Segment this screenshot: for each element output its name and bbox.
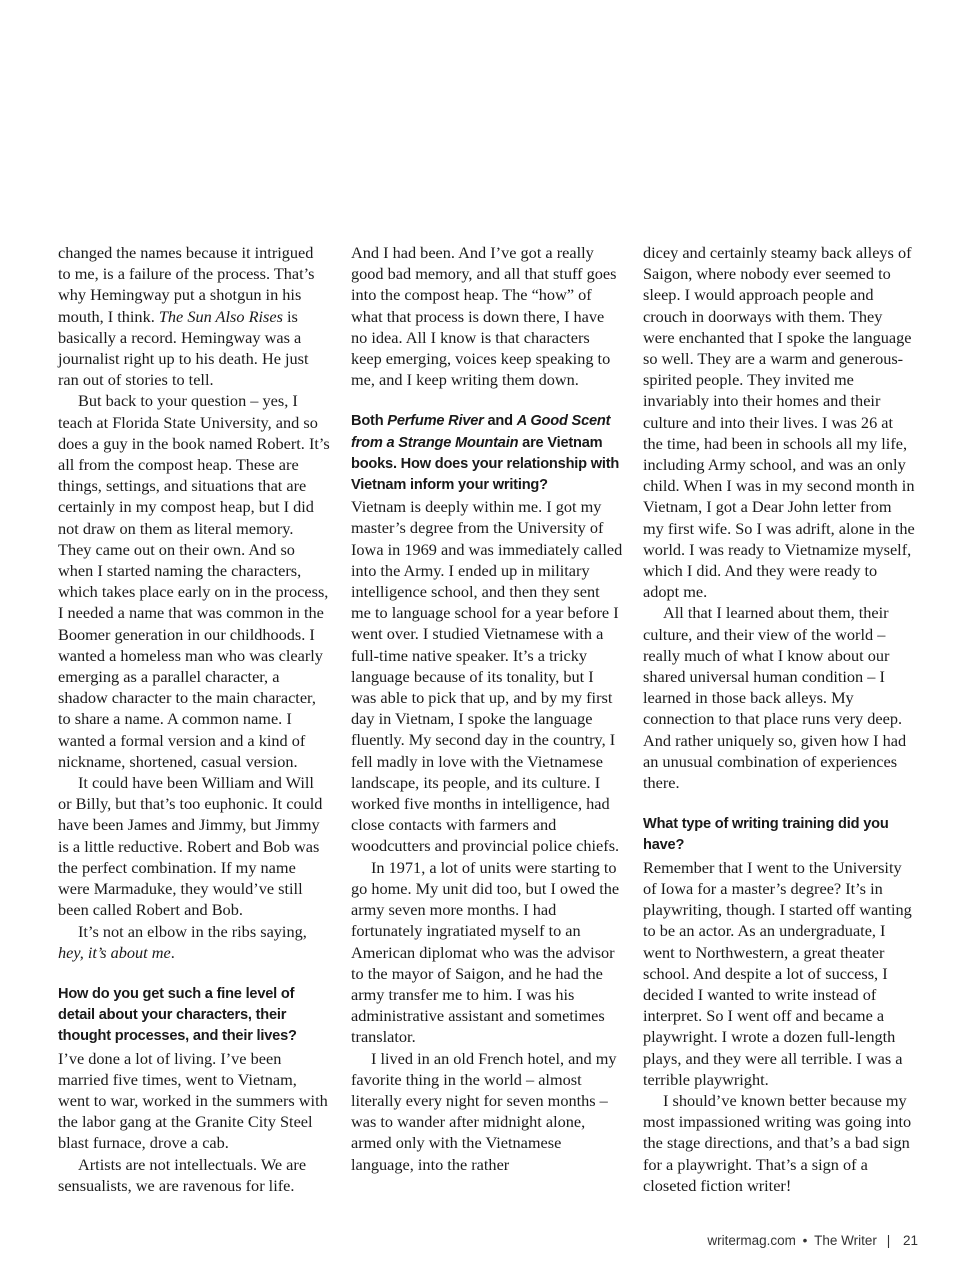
answer-paragraph: I should’ve known better because my most impassioned writing was going into the stage directions, and that’s a bad sign for a playwright. That’s a sign of a closeted fiction writer! — [643, 1090, 912, 1195]
answer-paragraph: I lived in an old French hotel, and my favorite thing in the world – almost literally every night for seven months – was to wander after midnight alone, armed only with the Vietnamese language, into the rather — [351, 1048, 617, 1174]
answer-paragraph: Remember that I went to the University of Iowa for a master’s degree? It’s in playwriting, though. I started off wanting to be an actor. As an undergraduate, I went to Northwestern, a great theater school. And despite a lot of success, I decided I wanted to write instead of interpret. So I went off and became a playwright. I wrote a dozen full-length plays, and they were all terrible. I was a terrible playwright. — [643, 857, 912, 1089]
footer-divider: | — [886, 1233, 891, 1248]
interview-question: What type of writing training did you have? — [643, 816, 889, 854]
paragraph: And I had been. And I’ve got a really good bad memory, and all that stuff goes into the compost heap. The “how” of what that process is down there, I have no idea. All I know is that characters keep emerging, voices keep speaking to me, and I keep writing them down. — [351, 243, 617, 390]
paragraph: It could have been William and Will or Billy, but that’s too euphonic. It could have been James and Jimmy, but Jimmy is a little reductive. Robert and Bob was the perfect combination. If my name were Marmaduke, they would’ve still been called Robert and Bob. — [58, 773, 323, 920]
paragraph: changed the names because it intrigued to me, is a failure of the process. That’s why Hemingway put a shotgun in his mouth, I think. The Sun Also Rises is basically a record. Hemingway was a journalist right up to his death. He just ran out of stories to tell. — [58, 243, 315, 390]
column-3 — [643, 242, 915, 1196]
footer-magazine: The Writer — [814, 1233, 877, 1248]
paragraph: But back to your question – yes, I teach at Florida State University, and so does a guy in the book named Robert. It’s all from the compost heap. These are things, settings, and situations that are certainly in my compost heap, but I did not draw on them as literal memory. They came out on their own. And so when I started naming the characters, which takes place early on in the process, I needed a name that was common in the Boomer generation in our childhoods. I wanted a homeless man who was clearly emerging as a parallel character, a shadow character to the main character, to share a name. A common name. I wanted a formal version and a kind of nickname, shortened, casual version. — [58, 391, 330, 771]
interview-question: Both Perfume River and A Good Scent from a Strange Mountain are Vietnam books. How does your relationship with Vietnam inform your writing? — [351, 413, 620, 494]
answer-paragraph: In 1971, a lot of units were starting to go home. My unit did too, but I owed the army seven more months. I had fortunately ingratiated myself to an American diplomat who was the advisor to the mayor of Saigon, and he had the army transfer me to him. I was his administrative assistant and sometimes translator. — [351, 857, 620, 1047]
answer-paragraph: Vietnam is deeply within me. I got my master’s degree from the University of Iowa in 1969 and was immediately called into the Army. I ended up in military intelligence school, and then they sent me to language school for a year before I went over. I studied Vietnamese with a full-time native speaker. It’s a tricky language because of its tonality, but I was able to pick that up, and by my first day in Vietnam, I spoke the language fluently. My second day in the country, I fell madly in love with the Vietnamese landscape, its people, and its culture. I worked five months in intelligence, had close contacts with farmers and woodcutters and provincial police chiefs. — [351, 497, 623, 856]
footer-site: writermag.com — [707, 1233, 796, 1248]
paragraph: It’s not an elbow in the ribs saying, hey, it’s about me. — [58, 921, 307, 962]
book-title: The Sun Also Rises — [158, 306, 283, 326]
interview-question: How do you get such a fine level of detail about your characters, their thought processes, and their lives? — [58, 985, 297, 1045]
footer-bullet: • — [802, 1233, 808, 1248]
paragraph: All that I learned about them, their culture, and their view of the world – really much of what I know about our shared universal human condition – I learned in those back alleys. My connection to that place runs very deep. And rather uniquely so, given how I had an unusual combination of experiences there. — [643, 603, 907, 793]
column-2 — [351, 242, 623, 1175]
answer-paragraph: Artists are not intellectuals. We are sensualists, we are ravenous for life. — [58, 1154, 307, 1195]
page-number: 21 — [902, 1233, 918, 1248]
column-1 — [58, 242, 330, 1196]
page-footer — [690, 1233, 918, 1248]
answer-paragraph: I’ve done a lot of living. I’ve been married five times, went to Vietnam, went to war, worked in the summers with the labor gang at the Granite City Steel blast furnace, drove a cab. — [58, 1048, 328, 1153]
paragraph: dicey and certainly steamy back alleys of Saigon, where nobody ever seemed to sleep. I would approach people and crouch in doorways with them. They were enchanted that I spoke the language so well. They are a warm and generous-spirited people. They invited me invariably into their homes and their culture and into their lives. I was 26 at the time, had been in schools all my life, including Army school, and was an only child. When I was in my second month in Vietnam, I got a Dear John letter from my first wife. So I was adrift, alone in the world. I was ready to Vietnamize myself, which I did. And they were ready to adopt me. — [643, 243, 915, 602]
